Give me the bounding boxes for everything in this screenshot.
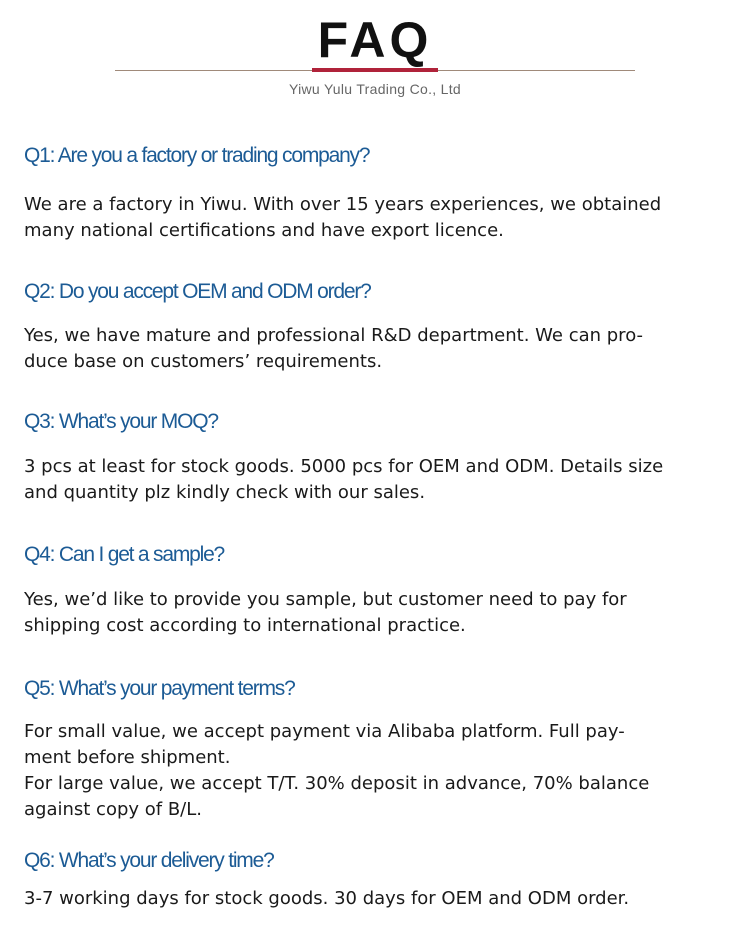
page-title: FAQ [317,12,433,68]
faq-question-6: Q6: What’s your delivery time? [24,849,274,872]
faq-question-4: Q4: Can I get a sample? [24,543,225,566]
faq-answer-5: For small value, we accept payment via Alibaba platform. Full pay- ment before shipment. For large value, we accept T/T. 30% deposit in advance, 70% balance against copy of B/L. [24,721,650,820]
faq-answer-6: 3-7 working days for stock goods. 30 days for OEM and ODM order. [24,888,630,909]
faq-answer-3: 3 pcs at least for stock goods. 5000 pcs for OEM and ODM. Details size and quantity plz kindly check with our sales. [24,456,664,503]
company-subtitle: Yiwu Yulu Trading Co., Ltd [288,81,461,97]
title-divider-accent [312,68,438,72]
faq-answer-1: We are a factory in Yiwu. With over 15 years experiences, we obtained many national certifications and have export licence. [24,194,662,241]
faq-question-2: Q2: Do you accept OEM and ODM order? [24,280,371,303]
faq-answer-4: Yes, we’d like to provide you sample, but customer need to pay for shipping cost according to international practice. [24,589,627,636]
faq-question-3: Q3: What’s your MOQ? [24,410,218,433]
faq-question-5: Q5: What’s your payment terms? [24,677,295,700]
faq-question-1: Q1: Are you a factory or trading company? [24,144,370,167]
faq-answer-2: Yes, we have mature and professional R&D department. We can pro- duce base on customers’ requirements. [24,325,644,372]
